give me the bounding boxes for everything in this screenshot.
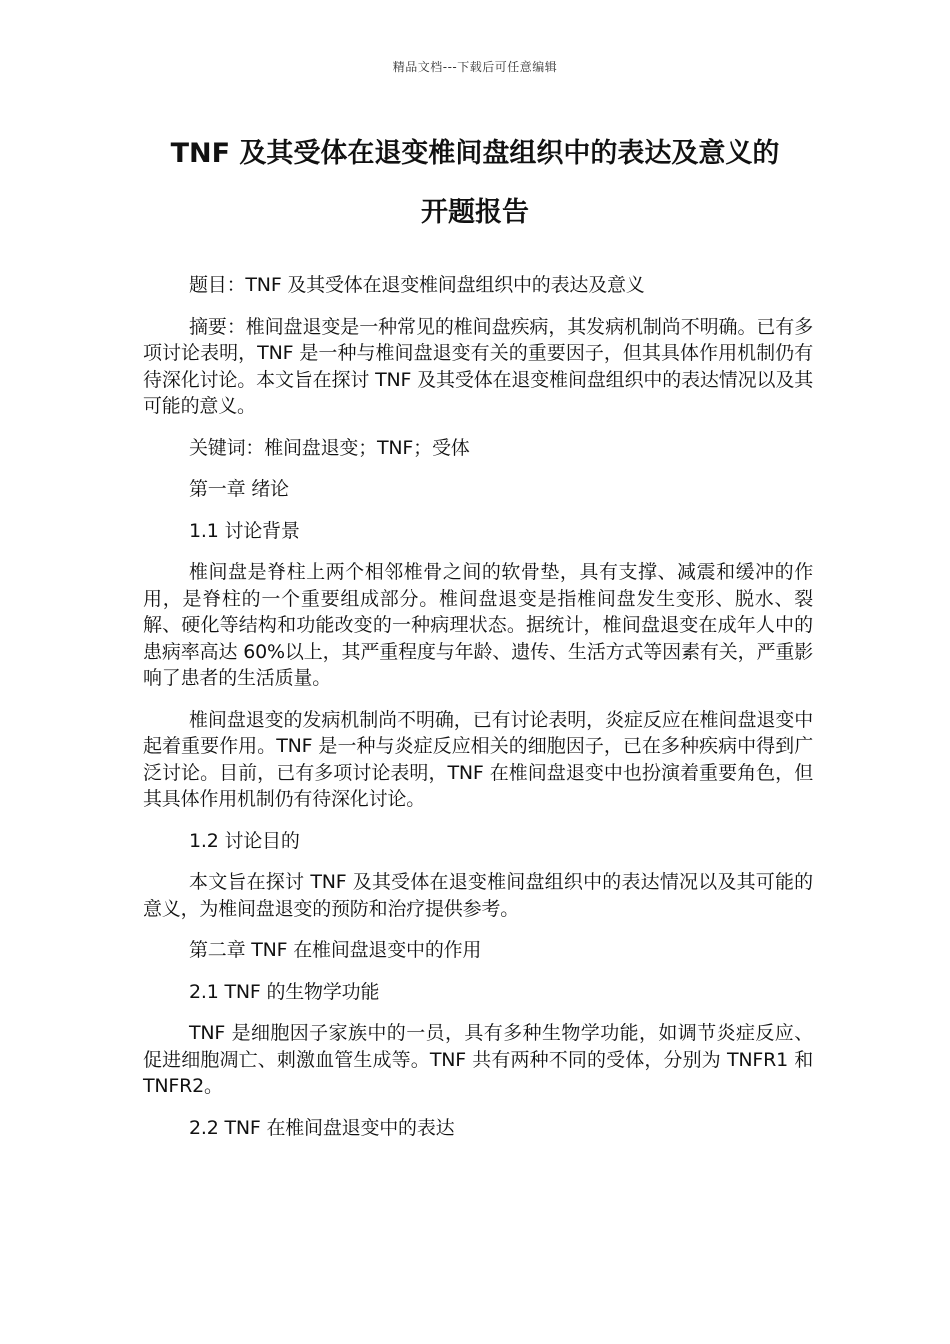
section-1-2-heading: 1.2 讨论目的 (189, 829, 300, 852)
chapter-1-heading: 第一章 绪论 (189, 478, 289, 500)
document-title-line-2: 开题报告 (421, 197, 529, 228)
keywords-paragraph: 关键词：椎间盘退变；TNF；受体 (189, 436, 470, 459)
body-paragraph: 本文旨在探讨 TNF 及其受体在退变椎间盘组织中的表达情况以及其可能的意义，为椎间盘退变的预防和治疗提供参考。 (143, 871, 813, 920)
section-2-2-heading: 2.2 TNF 在椎间盘退变中的表达 (189, 1116, 455, 1139)
document-title-line-1: TNF 及其受体在退变椎间盘组织中的表达及意义的 (170, 138, 780, 169)
document-body (143, 272, 813, 1156)
abstract-paragraph: 摘要：椎间盘退变是一种常见的椎间盘疾病，其发病机制尚不明确。已有多项讨论表明，TNF 是一种与椎间盘退变有关的重要因子，但其具体作用机制仍有待深化讨论。本文旨在探讨 TNF 及其受体在退变椎间盘组织中的表达情况以及其可能的意义。 (143, 315, 813, 417)
body-paragraph: 椎间盘退变的发病机制尚不明确，已有讨论表明，炎症反应在椎间盘退变中起着重要作用。TNF 是一种与炎症反应相关的细胞因子，已在多种疾病中得到广泛讨论。目前，已有多项讨论表明，TNF 在椎间盘退变中也扮演着重要角色，但其具体作用机制仍有待深化讨论。 (143, 708, 813, 810)
header-note: 精品文档---下载后可任意编辑 (392, 60, 558, 74)
section-1-1-heading: 1.1 讨论背景 (189, 519, 300, 542)
section-2-1-heading: 2.1 TNF 的生物学功能 (189, 980, 380, 1003)
body-paragraph: 椎间盘是脊柱上两个相邻椎骨之间的软骨垫，具有支撑、减震和缓冲的作用，是脊柱的一个重要组成部分。椎间盘退变是指椎间盘发生变形、脱水、裂解、硬化等结构和功能改变的一种病理状态。据统计，椎间盘退变在成年人中的患病率高达 60%以上，其严重程度与年龄、遗传、生活方式等因素有关，严重影响了患者的生活质量。 (143, 561, 813, 689)
body-paragraph: TNF 是细胞因子家族中的一员，具有多种生物学功能，如调节炎症反应、促进细胞凋亡、刺激血管生成等。TNF 共有两种不同的受体，分别为 TNFR1 和 TNFR2。 (143, 1022, 813, 1097)
chapter-2-heading: 第二章 TNF 在椎间盘退变中的作用 (189, 939, 482, 961)
topic-paragraph: 题目：TNF 及其受体在退变椎间盘组织中的表达及意义 (189, 274, 645, 296)
